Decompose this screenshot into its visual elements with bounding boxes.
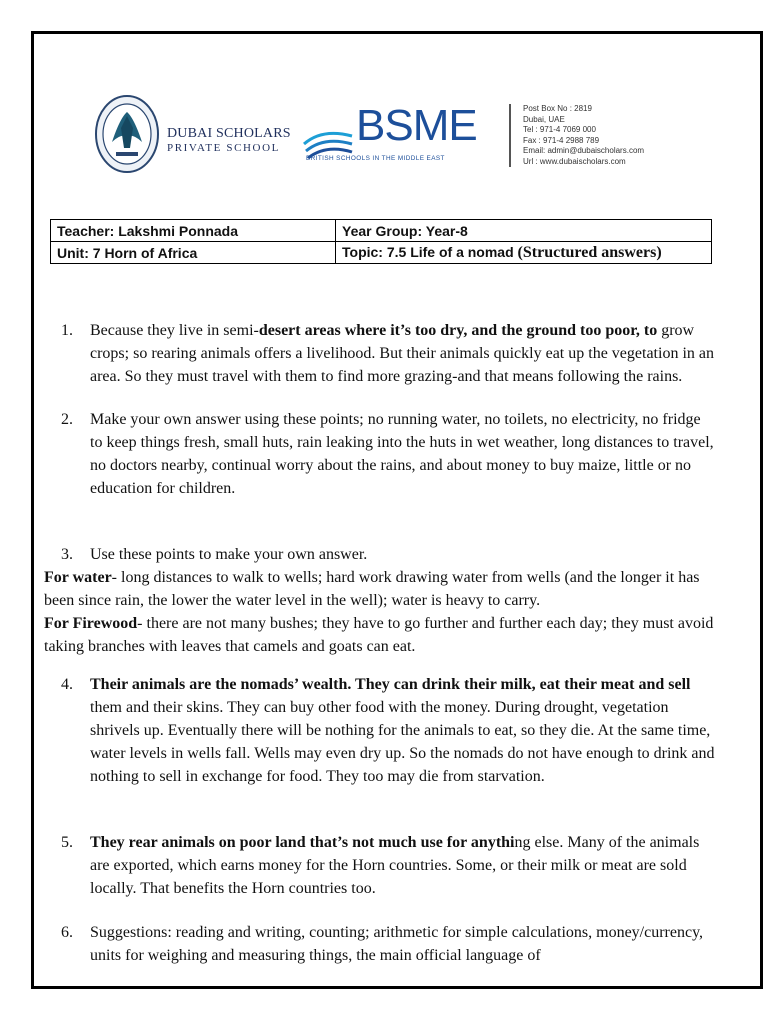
- answer-bold: Their animals are the nomads’ wealth. They can drink their milk, eat their meat and sell: [90, 676, 691, 693]
- water-paragraph: [44, 566, 716, 612]
- answer-number: 4.: [61, 676, 73, 693]
- bsme-subtitle: BRITISH SCHOOLS IN THE MIDDLE EAST: [306, 155, 445, 162]
- answer-item-3: [44, 543, 716, 566]
- firewood-text: - there are not many bushes; they have to go further and further each day; they must avoid taking branches with leaves that camels and goats can eat.: [44, 615, 714, 655]
- answer-text: Suggestions: reading and writing, counting; arithmetic for simple calculations, money/currency, units for weighing and measuring things, the main official language of: [90, 924, 704, 964]
- answer-bold: They rear animals on poor land that’s not much use for anythi: [90, 834, 515, 851]
- answer-number: 1.: [61, 322, 73, 339]
- contact-block: [509, 104, 644, 167]
- answer-bold: desert areas where it’s too dry, and the ground too poor, to: [258, 322, 658, 339]
- answer-number: 3.: [61, 546, 73, 563]
- school-name-line2: PRIVATE SCHOOL: [167, 142, 280, 154]
- bsme-title: BSME: [356, 101, 477, 150]
- table-row: [51, 242, 712, 264]
- answer-item-6: [44, 921, 716, 967]
- topic-label: Topic: 7.5 Life of a nomad: [342, 243, 514, 260]
- answer-text: Make your own answer using these points; no running water, no toilets, no electricity, no fridge to keep things fresh, small huts, rain leaking into the huts in wet weather, long distances to travel, no doctors nearby, continual worry about the rains, and about money to buy maize, little or no education for children.: [90, 411, 714, 497]
- contact-line: Url : www.dubaischolars.com: [523, 156, 626, 166]
- table-row: [51, 220, 712, 242]
- answer-text: Use these points to make your own answer.: [90, 546, 368, 563]
- contact-line: Tel : 971-4 7069 000: [523, 125, 596, 134]
- contact-line: Email: admin@dubaischolars.com: [523, 146, 645, 155]
- page-border: [31, 31, 763, 989]
- answer-text: grow crops; so rearing animals offers a livelihood. But their animals quickly eat up the vegetation in an area. So they must travel with them to find more grazing-and that means following the rains.: [90, 322, 714, 385]
- answer-item-2: [44, 408, 716, 500]
- school-name-line1: DUBAI SCHOLARS: [167, 126, 291, 141]
- contact-line: Fax : 971-4 2988 789: [523, 135, 600, 145]
- answer-number: 5.: [61, 834, 73, 851]
- letterhead: [34, 34, 760, 214]
- answer-number: 2.: [61, 411, 73, 428]
- school-name: [167, 127, 291, 154]
- unit-cell: Unit: 7 Horn of Africa: [51, 242, 336, 264]
- topic-suffix: (Structured answers): [517, 243, 662, 261]
- year-group-cell: Year Group: Year-8: [336, 220, 712, 242]
- teacher-cell: Teacher: Lakshmi Ponnada: [51, 220, 336, 242]
- lesson-info-table: [50, 219, 712, 264]
- answer-lead: Because they live in semi-: [90, 322, 259, 339]
- school-crest-logo: [94, 94, 160, 176]
- answer-item-4: [44, 673, 716, 788]
- firewood-label: For Firewood: [44, 615, 138, 632]
- answer-item-5: [44, 831, 716, 900]
- water-label: For water: [44, 569, 112, 586]
- water-text: - long distances to walk to wells; hard work drawing water from wells (and the longer it has been since rain, the lower the water level in the well); water is heavy to carry.: [44, 569, 700, 609]
- answer-item-1: [44, 319, 716, 388]
- contact-line: Dubai, UAE: [523, 114, 565, 124]
- answers-list: [44, 319, 716, 967]
- topic-cell: [336, 242, 712, 264]
- answer-text: them and their skins. They can buy other food with the money. During drought, vegetation shrivels up. Eventually there will be nothing for the animals to eat, so they die. At the same time, water levels in wells fall. Wells may even dry up. So the nomads do not have enough to drink and nothing to sell in exchange for food. They too may die from starvation.: [90, 699, 715, 785]
- answer-text: ng else. Many of the animals are exported, which earns money for the Horn countries. Some, or their milk or meat are sold locally. That benefits the Horn countries too.: [90, 834, 700, 897]
- contact-line: Post Box No : 2819: [523, 104, 592, 113]
- answer-number: 6.: [61, 924, 73, 941]
- firewood-paragraph: [44, 612, 716, 658]
